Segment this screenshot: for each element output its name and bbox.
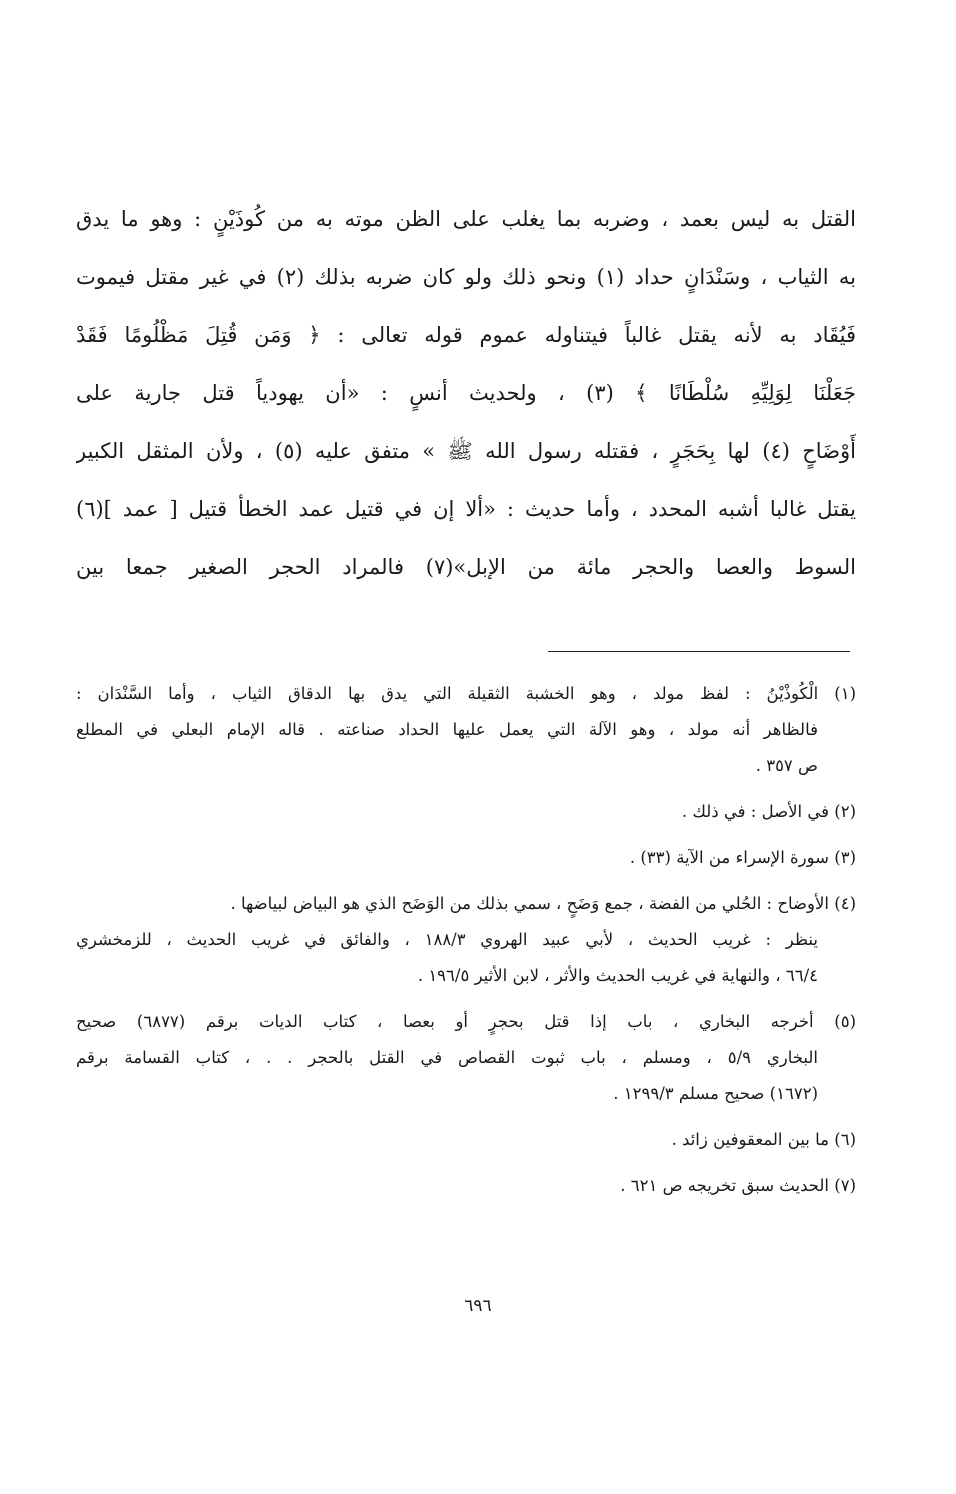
main-text-line: به الثياب ، وسَنْدَانٍ حداد (١) ونحو ذلك ولو كان ضربه بذلك (٢) في غير مقتل فيموت [76, 265, 856, 289]
footnote-line: البخاري ٥/٩ ، ومسلم ، باب ثبوت القصاص في القتل بالحجر . . ، كتاب القسامة برقم [76, 1048, 819, 1067]
footnote-separator [548, 651, 850, 652]
footnote-line: فالظاهر أنه مولد ، وهو الآلة التي يعمل عليها الحداد صناعته . قاله الإمام البعلي في المطلع [76, 720, 818, 739]
footnote-line: (٦) ما بين المعقوفين زائد . [671, 1130, 856, 1149]
footnote-3 [76, 840, 856, 876]
main-text-line: القتل به ليس بعمد ، وضربه بما يغلب على الظن موته به من كُوذَيْنٍ : وهو ما يدق [76, 207, 856, 231]
main-text-line: أَوْضَاحٍ (٤) لها بِحَجَرٍ ، فقتله رسول الله ﷺ » متفق عليه (٥) ، ولأن المثقل الكبير [76, 439, 856, 463]
main-text-line: جَعَلْنَا لِوَلِيِّهِ سُلْطَانًا ﴾ (٣) ، ولحديث أنسٍ : «أن يهودياً قتل جارية على [76, 381, 856, 405]
footnote-line: (٥) أخرجه البخاري ، باب إذا قتل بحجرٍ أو بعصا ، كتاب الديات برقم (٦٨٧٧) صحيح [76, 1012, 856, 1031]
main-text-block [76, 190, 856, 596]
page-number: ٦٩٦ [464, 1296, 492, 1316]
footnote-line: (١) الْكُوذْيْنُ : لفظ مولد ، وهو الخشبة الثقيلة التي يدق بها الدقاق الثياب ، وأما السَّنْدَان : [76, 684, 856, 703]
footnote-line: ٦٦/٤ ، والنهاية في غريب الحديث والأثر ، لابن الأثير ١٩٦/٥ . [417, 966, 818, 985]
footnote-line: (٤) الأوضاح : الحُلي من الفضة ، جمع وَضَحٍ ، سمي بذلك من الوَضَح الذي هو البياض لبياضها . [230, 894, 856, 913]
footnote-1 [76, 676, 856, 784]
footnote-line: (١٦٧٢) صحيح مسلم ١٢٩٩/٣ . [613, 1084, 818, 1103]
main-text-line: السوط والعصا والحجر مائة من الإبل»(٧) فالمراد الحجر الصغير جمعا بين [76, 555, 856, 579]
footnote-line: ص ٣٥٧ . [755, 756, 818, 775]
footnote-4 [76, 886, 856, 994]
footnote-line: ينظر : غريب الحديث ، لأبي عبيد الهروي ١٨٨/٣ ، والفائق في غريب الحديث ، للزمخشري [76, 930, 818, 949]
footnote-6 [76, 1122, 856, 1158]
footnote-2 [76, 794, 856, 830]
main-text-line: يقتل غالبا أشبه المحدد ، وأما حديث : «ألا إن في قتيل عمد الخطأ قتيل [ عمد ](٦) [76, 497, 856, 521]
footnote-line: (٣) سورة الإسراء من الآية (٣٣) . [629, 848, 856, 867]
footnote-line: (٢) في الأصل : في ذلك . [681, 802, 856, 821]
main-text-line: فَيُقَاد به لأنه يقتل غالباً فيتناوله عموم قوله تعالى : ﴿ وَمَن قُتِلَ مَظْلُومًا فَقَدْ [76, 323, 856, 347]
footnote-line: (٧) الحديث سبق تخريجه ص ٦٢١ . [620, 1176, 856, 1195]
footnote-7 [76, 1168, 856, 1204]
footnotes-block [76, 676, 856, 1214]
footnote-5 [76, 1004, 856, 1112]
